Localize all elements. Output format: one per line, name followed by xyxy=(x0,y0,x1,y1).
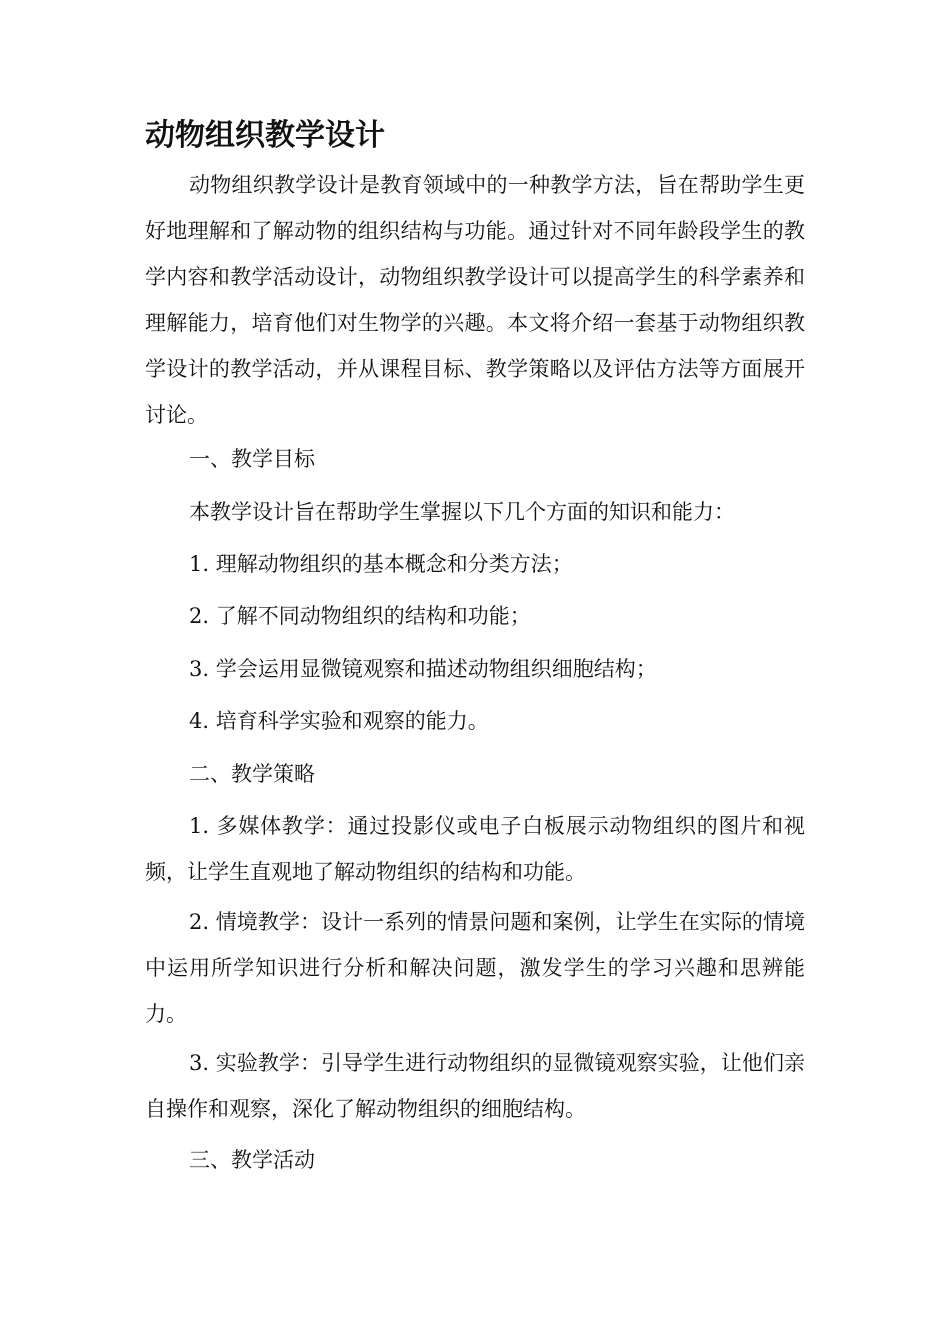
section-heading-strategies: 二、教学策略 xyxy=(189,762,315,786)
strategy-item: 2. 情境教学：设计一系列的情景问题和案例，让学生在实际的情境中运用所学知识进行分析和解决问题，激发学生的学习兴趣和思辨能力。 xyxy=(145,910,805,1026)
section-heading-activities: 三、教学活动 xyxy=(189,1148,315,1172)
objective-item: 4. 培育科学实验和观察的能力。 xyxy=(189,709,489,733)
section-heading-objectives: 一、教学目标 xyxy=(189,447,315,471)
objectives-lead: 本教学设计旨在帮助学生掌握以下几个方面的知识和能力： xyxy=(189,500,735,524)
objective-item: 2. 了解不同动物组织的结构和功能； xyxy=(189,604,531,628)
objective-item: 1. 理解动物组织的基本概念和分类方法； xyxy=(189,552,573,576)
intro-paragraph: 动物组织教学设计是教育领域中的一种教学方法，旨在帮助学生更好地理解和了解动物的组织结构与功能。通过针对不同年龄段学生的教学内容和教学活动设计，动物组织教学设计可以提高学生的科学素养和理解能力，培育他们对生物学的兴趣。本文将介绍一套基于动物组织教学设计的教学活动，并从课程目标、教学策略以及评估方法等方面展开讨论。 xyxy=(145,173,805,427)
document-title: 动物组织教学设计 xyxy=(145,118,385,153)
objective-item: 3. 学会运用显微镜观察和描述动物组织细胞结构； xyxy=(189,657,657,681)
strategy-item: 1. 多媒体教学：通过投影仪或电子白板展示动物组织的图片和视频，让学生直观地了解动物组织的结构和功能。 xyxy=(145,814,805,884)
strategy-item: 3. 实验教学：引导学生进行动物组织的显微镜观察实验，让他们亲自操作和观察，深化了解动物组织的细胞结构。 xyxy=(145,1051,805,1121)
